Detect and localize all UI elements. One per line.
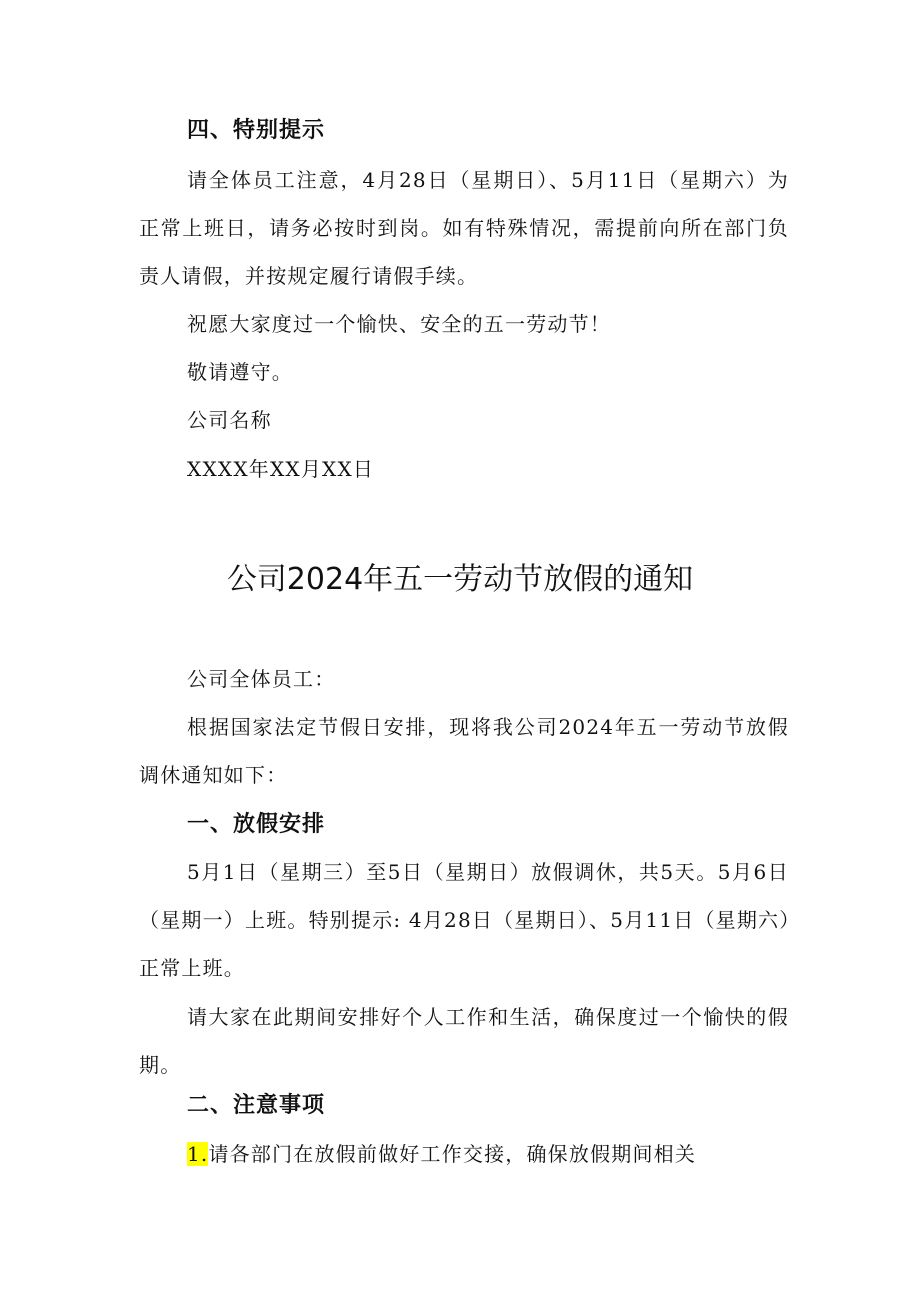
paragraph-line: 请全体员工注意，4月28日（星期日）、5月11日（星期六）为 xyxy=(187,168,789,192)
document-date: XXXX年XX月XX日 xyxy=(187,457,375,481)
paragraph-line: 正常上班日，请务必按时到岗。如有特殊情况，需提前向所在部门负 xyxy=(139,216,789,240)
company-name: 公司名称 xyxy=(187,408,272,432)
list-item xyxy=(187,1140,789,1168)
paragraph-line: 期。 xyxy=(139,1053,182,1077)
notice-title: 公司2024年五一劳动节放假的通知 xyxy=(226,562,694,597)
section-heading-special-notice: 四、特别提示 xyxy=(187,118,326,143)
section-heading-holiday-arrangement: 一、放假安排 xyxy=(187,812,326,837)
paragraph-line: （星期一）上班。特别提示: 4月28日（星期日）、5月11日（星期六） xyxy=(139,908,801,932)
paragraph-line: 5月1日（星期三）至5日（星期日）放假调休，共5天。5月6日 xyxy=(187,860,789,884)
paragraph-line: 责人请假，并按规定履行请假手续。 xyxy=(139,264,479,288)
closing-remark: 敬请遵守。 xyxy=(187,360,293,384)
section-heading-precautions: 二、注意事项 xyxy=(187,1093,326,1118)
list-item-text: 请各部门在放假前做好工作交接，确保放假期间相关 xyxy=(208,1142,697,1166)
paragraph-line: 根据国家法定节假日安排，现将我公司2024年五一劳动节放假 xyxy=(187,715,789,739)
salutation: 公司全体员工： xyxy=(187,667,336,691)
paragraph-line: 调休通知如下： xyxy=(139,763,288,787)
holiday-wish: 祝愿大家度过一个愉快、安全的五一劳动节！ xyxy=(187,312,611,336)
list-item-number: 1. xyxy=(187,1142,209,1166)
paragraph-line: 请大家在此期间安排好个人工作和生活，确保度过一个愉快的假 xyxy=(187,1005,789,1029)
paragraph-line: 正常上班。 xyxy=(139,956,245,980)
